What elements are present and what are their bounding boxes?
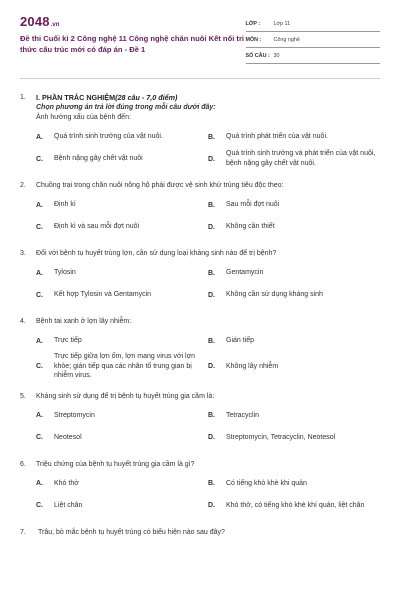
question-number: 1. [20, 94, 26, 101]
option-text: Trực tiếp giữa lợn ốm, lợn mang virus với lợn khỏe; gián tiếp qua các nhân tố trung gian bị nhiễm virus. [54, 353, 196, 380]
answer-option[interactable] [208, 352, 380, 381]
answer-option[interactable] [208, 405, 380, 427]
question-item [20, 249, 380, 306]
question-body [36, 392, 380, 449]
option-text: Tylosin [54, 269, 76, 277]
option-text: Định kì và sau mỗi đợt nuôi [54, 223, 140, 231]
option-text: Có tiếng khò khè khi quản [226, 479, 307, 487]
option-letter: D. [208, 434, 215, 442]
exam-info-row [246, 32, 381, 48]
option-text: Tetracyclin [226, 411, 260, 419]
option-letter: B. [208, 201, 215, 209]
option-letter: C. [36, 291, 43, 299]
question-item [20, 460, 380, 517]
question-list [20, 82, 380, 538]
site-logo[interactable] [20, 14, 246, 29]
option-letter: C. [36, 434, 43, 442]
option-letter: D. [208, 502, 215, 510]
option-letter: C. [36, 502, 43, 510]
document-title: Đề thi Cuối kì 2 Công nghệ 11 Công nghệ chăn nuôi Kết nối tri thức cấu trúc mới có đáp án - Đề 1 [20, 34, 245, 54]
question-body [36, 181, 380, 238]
answer-option[interactable] [208, 194, 380, 216]
question-text: Đối với bệnh tụ huyết trùng lợn, cần sử dụng loại kháng sinh nào để trị bệnh? [36, 250, 277, 257]
answer-options [36, 262, 380, 306]
logo-text: 2048 [20, 14, 50, 29]
option-text: Gentamycin [226, 269, 264, 277]
option-letter: B. [208, 412, 215, 420]
page-header [20, 14, 380, 78]
answer-option[interactable] [36, 194, 208, 216]
question-item [20, 181, 380, 238]
option-letter: A. [36, 337, 43, 345]
answer-option[interactable] [208, 284, 380, 306]
option-text: Không lây nhiễm [226, 362, 279, 370]
answer-option[interactable] [36, 427, 208, 449]
question-text: Ảnh hưởng xấu của bệnh đến: [36, 114, 131, 121]
exam-info-row [246, 48, 381, 64]
answer-option[interactable] [208, 216, 380, 238]
option-letter: B. [208, 337, 215, 345]
option-text: Khó thở [54, 479, 79, 487]
answer-options [36, 330, 380, 381]
question-text: Bệnh tai xanh ở lợn lây nhiễm: [36, 318, 132, 325]
option-letter: B. [208, 133, 215, 141]
header-divider [20, 78, 380, 79]
section-instruction: Chọn phương án trả lời đúng trong mỗi câu dưới đây: [36, 104, 216, 111]
answer-options [36, 194, 380, 238]
answer-option[interactable] [208, 427, 380, 449]
exam-info-row [246, 16, 381, 32]
answer-option[interactable] [36, 284, 208, 306]
question-number: 2. [20, 182, 26, 189]
info-value: 30 [273, 52, 280, 59]
answer-option[interactable] [36, 405, 208, 427]
question-text: Kháng sinh sử dụng để trị bệnh tụ huyết trùng gia cầm là: [36, 392, 215, 400]
info-key: MÔN : [245, 36, 262, 43]
info-key: SỐ CÂU : [245, 52, 270, 59]
option-letter: A. [36, 412, 43, 420]
section-score: (28 câu - 7,0 điểm) [115, 93, 178, 102]
section-title [36, 93, 380, 103]
question-body [36, 249, 380, 306]
answer-option[interactable] [208, 148, 380, 170]
option-text: Gián tiếp [226, 337, 255, 345]
question-number: 7. [20, 528, 26, 536]
option-letter: A. [36, 269, 43, 277]
question-item [20, 392, 380, 449]
header-left [20, 14, 246, 55]
option-text: Liệt chân [54, 501, 83, 509]
answer-options [36, 473, 380, 517]
question-text: Triệu chứng của bệnh tụ huyết trùng gia cầm là gì? [36, 460, 195, 468]
option-text: Streptomycin [54, 411, 95, 419]
logo-suffix: .vn [50, 22, 60, 28]
question-item [20, 93, 380, 170]
answer-option[interactable] [36, 330, 208, 352]
question-number: 5. [20, 392, 26, 400]
answer-option[interactable] [208, 495, 380, 517]
option-text: Streptomycin, Tetracyclin, Neotesol [226, 433, 336, 441]
option-letter: B. [208, 480, 215, 488]
exam-info-table [246, 16, 381, 64]
option-letter: D. [208, 155, 215, 163]
option-text: Trực tiếp [54, 337, 82, 345]
option-letter: C. [36, 223, 43, 231]
question-item [20, 528, 380, 538]
question-body [36, 460, 380, 517]
question-number: 3. [20, 250, 26, 257]
option-letter: C. [36, 155, 43, 163]
question-text: Trâu, bò mắc bệnh tụ huyết trùng có biểu hiện nào sau đây? [38, 528, 225, 536]
option-text: Kết hợp Tylosin và Gentamycin [54, 291, 152, 299]
option-letter: A. [36, 201, 43, 209]
option-text: Sau mỗi đợt nuôi [226, 201, 280, 209]
option-text: Không cần sử dụng kháng sinh [226, 291, 323, 299]
option-text: Quá trình sinh trưởng và phát triển của vật nuôi, bệnh nặng gây chết vật nuôi. [226, 150, 376, 167]
question-body [36, 317, 380, 381]
answer-option[interactable] [208, 473, 380, 495]
question-body [38, 528, 380, 538]
option-letter: A. [36, 133, 43, 141]
info-value: Công nghệ [273, 36, 300, 43]
answer-option[interactable] [208, 262, 380, 284]
option-text: Không cần thiết [226, 223, 275, 231]
option-letter: D. [208, 291, 215, 299]
option-text: Quá trình sinh trưởng của vật nuôi. [54, 133, 163, 141]
answer-options [36, 405, 380, 449]
section-name: I. PHẦN TRẮC NGHIỆM [36, 93, 116, 102]
option-letter: C. [36, 362, 43, 370]
option-letter: B. [208, 269, 215, 277]
option-text: Bệnh nặng gây chết vật nuôi [54, 155, 143, 163]
answer-option[interactable] [36, 216, 208, 238]
question-body [36, 93, 380, 170]
option-letter: D. [208, 362, 215, 370]
question-item [20, 317, 380, 381]
answer-option[interactable] [36, 352, 208, 381]
question-text: Chuồng trại trong chăn nuôi nông hộ phải được vệ sinh khử trùng tiêu độc theo: [36, 182, 284, 189]
answer-option[interactable] [36, 495, 208, 517]
info-value: Lớp 11 [273, 20, 291, 27]
answer-option[interactable] [36, 148, 208, 170]
answer-options [36, 126, 380, 170]
answer-option[interactable] [36, 262, 208, 284]
option-letter: A. [36, 480, 43, 488]
option-text: Neotesol [54, 433, 82, 441]
option-text: Khó thở, có tiếng khò khè khí quản, liệt chân [226, 501, 365, 509]
question-number: 4. [20, 318, 26, 325]
option-text: Định kì [54, 201, 76, 209]
answer-option[interactable] [208, 126, 380, 148]
option-text: Quá trình phát triển của vật nuôi. [226, 133, 328, 141]
question-number: 6. [20, 460, 26, 468]
answer-option[interactable] [208, 330, 380, 352]
info-key: LỚP : [245, 20, 261, 27]
option-letter: D. [208, 223, 215, 231]
answer-option[interactable] [36, 473, 208, 495]
answer-option[interactable] [36, 126, 208, 148]
